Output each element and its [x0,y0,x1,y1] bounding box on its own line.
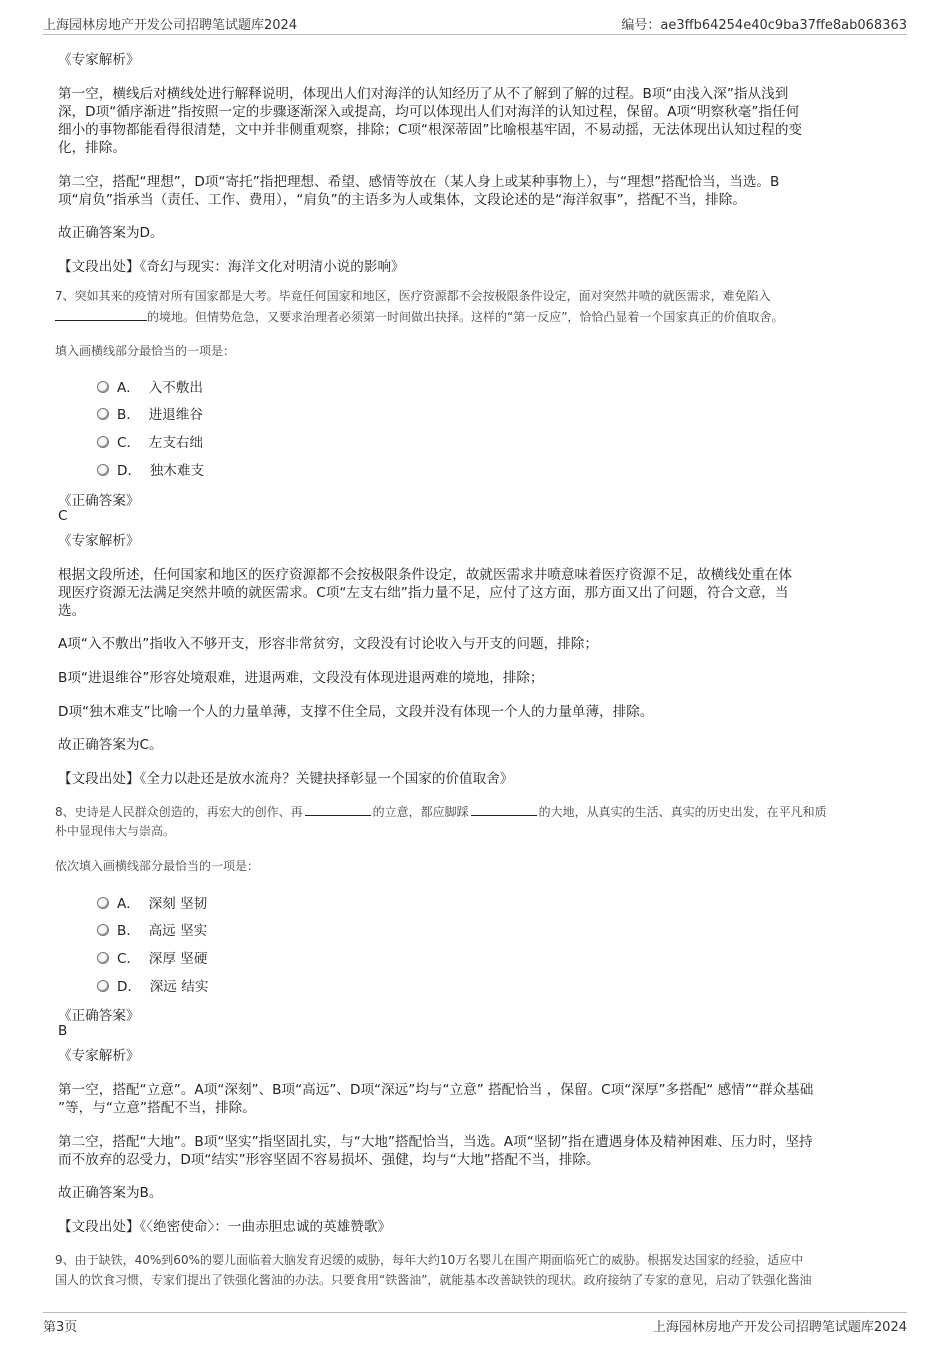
page-header [43,12,907,35]
q8-stem-part2: 的立意，都应脚踩 [372,805,469,819]
q7-blank [55,307,147,321]
q8-option-c-radio[interactable] [97,952,109,964]
q8-option-a[interactable] [117,892,207,912]
q7-option-c-radio[interactable] [97,436,109,448]
option-text: 左支右绌 [148,435,204,451]
q7-expert-label: 《专家解析》 [58,533,140,549]
option-letter: A． [117,896,140,912]
q8-prompt: 依次填入画横线部分最恰当的一项是： [55,859,260,873]
q7-stem-line2 [55,307,783,325]
q8-answer: B [58,1023,68,1039]
q6-analysis-line: 细小的事物都能看得很清楚，文中并非侧重观察，排除；C项“根深蒂固”比喻根基牢固，不易动摇，无法体现出认知过程的变 [58,122,803,138]
q8-analysis-line: 第一空，搭配“立意”。A项“深刻”、B项“高远”、D项“深远”均与“立意” 搭配恰当 ，保留。C项“深厚”多搭配“ 感情”“群众基础 [58,1082,814,1098]
q8-stem-part3: 的大地，从真实的生活、真实的历史出发，在平凡和质 [538,805,827,819]
q7-option-c[interactable] [117,431,203,451]
q8-stem-part1: 8、史诗是人民群众创造的，再宏大的创作、再 [55,805,303,819]
q7-answer-label: 《正确答案》 [58,493,140,509]
option-letter: D． [117,463,142,479]
q9-stem: 9、由于缺铁，40%到60%的婴儿面临着大脑发育迟缓的威胁，每年大约10万名婴儿在围产期面临死亡的威胁。根据发达国家的经验，适应中 [55,1253,804,1267]
q6-analysis-line: 化，排除。 [58,140,126,156]
footer-title: 上海园林房地产开发公司招聘笔试题库2024 [652,1320,907,1335]
q6-analysis-line: 第二空，搭配“理想”，D项“寄托”指把理想、希望、感情等放在（某人身上或某种事物上），与“理想”搭配恰当，当选。B [58,174,780,190]
q6-analysis-line: 深，D项“循序渐进”指按照一定的步骤逐渐深入或提高，均可以体现出人们对海洋的认知过程，保留。A项“明察秋毫”指任何 [58,104,800,120]
q6-source: 【文段出处】《奇幻与现实：海洋文化对明清小说的影响》 [58,259,405,275]
q7-answer-line: 故正确答案为C。 [58,737,163,753]
q7-analysis-line: 选。 [58,603,86,619]
q7-stem: 7、突如其来的疫情对所有国家都是大考。毕竟任何国家和地区，医疗资源都不会按极限条件设定，面对突然井喷的就医需求，难免陷入 [55,289,771,303]
q7-analysis-a: A项“入不敷出”指收入不够开支，形容非常贫穷，文段没有讨论收入与开支的问题，排除； [58,636,598,652]
option-text: 进退维谷 [148,407,203,423]
option-text: 独木难支 [149,463,205,479]
q8-option-c[interactable] [117,947,207,967]
option-letter: C． [117,951,141,967]
q7-option-a[interactable] [117,376,203,396]
q8-blank-2 [471,802,537,816]
q6-analysis-line: 项“肩负”指承当（责任、工作、费用），“肩负”的主语多为人或集体，文段论述的是“海洋叙事”，搭配不当，排除。 [58,192,746,208]
option-letter: D． [117,979,142,995]
q8-option-d-radio[interactable] [97,980,109,992]
q8-stem [55,802,827,820]
q7-analysis-line: 根据文段所述，任何国家和地区的医疗资源都不会按极限条件设定，故就医需求井喷意味着医疗资源不足，故横线处重在体 [58,567,793,583]
q7-option-d[interactable] [117,459,204,479]
q8-expert-label: 《专家解析》 [58,1048,140,1064]
q8-analysis-line: 而不放弃的忍受力，D项“结实”形容坚固不容易损坏、强健，均与“大地”搭配不当，排除。 [58,1152,600,1168]
q8-option-a-radio[interactable] [97,897,109,909]
q8-blank-1 [305,802,371,816]
q7-analysis-line: 现医疗资源无法满足突然井喷的就医需求。C项“左支右绌”指力量不足，应付了这方面，那方面又出了问题，符合文意，当 [58,585,789,601]
q7-option-d-radio[interactable] [97,464,109,476]
option-letter: C． [117,435,141,451]
q6-answer-line: 故正确答案为D。 [58,225,164,241]
option-text: 深刻 坚韧 [148,896,208,912]
q7-answer: C [58,508,68,524]
q7-stem-cont: 的境地。但情势危急，又要求治理者必须第一时间做出抉择。这样的“第一反应”，恰恰凸显着一个国家真正的价值取舍。 [147,310,784,324]
option-text: 深厚 坚硬 [148,951,208,967]
q8-option-b-radio[interactable] [97,924,109,936]
header-doc-id: 编号：ae3ffb64254e40c9ba37ffe8ab068363 [621,18,907,33]
q7-source: 【文段出处】《全力以赴还是放水流舟？关键抉择彰显一个国家的价值取舍》 [58,771,514,787]
q7-analysis-b: B项“进退维谷”形容处境艰难，进退两难，文段没有体现进退两难的境地，排除； [58,670,544,686]
q7-analysis-d: D项“独木难支”比喻一个人的力量单薄，支撑不住全局，文段并没有体现一个人的力量单薄，排除。 [58,704,654,720]
option-text: 入不敷出 [148,380,203,396]
page-footer [43,1312,907,1335]
option-text: 高远 坚实 [148,923,208,939]
option-letter: A． [117,380,140,396]
q7-option-b-radio[interactable] [97,408,109,420]
q8-answer-line: 故正确答案为B。 [58,1185,163,1201]
q8-source: 【文段出处】《〈绝密使命〉：一曲赤胆忠诚的英雄赞歌》 [58,1219,392,1235]
q6-analysis-line: 第一空，横线后对横线处进行解释说明，体现出人们对海洋的认知经历了从不了解到了解的过程。B项“由浅入深”指从浅到 [58,86,789,102]
header-title: 上海园林房地产开发公司招聘笔试题库2024 [43,18,298,33]
q8-analysis-line: 第二空，搭配“大地”。B项“坚实”指坚固扎实，与“大地”搭配恰当，当选。A项“坚韧”指在遭遇身体及精神困难、压力时，坚持 [58,1134,813,1150]
q8-stem-line2: 朴中显现伟大与崇高。 [55,824,176,838]
q8-option-d[interactable] [117,975,208,995]
q8-analysis-line: ”等，与“立意”搭配不当，排除。 [58,1100,256,1116]
q7-option-a-radio[interactable] [97,381,109,393]
q7-prompt: 填入画横线部分最恰当的一项是： [55,344,236,358]
page-number: 第3页 [43,1320,78,1335]
q8-answer-label: 《正确答案》 [58,1008,140,1024]
option-letter: B． [117,407,140,423]
q7-option-b[interactable] [117,403,203,423]
q6-expert-label: 《专家解析》 [58,52,140,68]
option-text: 深远 结实 [149,979,209,995]
q9-stem-line2: 国人的饮食习惯，专家们提出了铁强化酱油的办法。只要食用“铁酱油”，就能基本改善缺铁的现状。政府接纳了专家的意见，启动了铁强化酱油 [55,1273,812,1287]
option-letter: B． [117,923,140,939]
q8-option-b[interactable] [117,919,207,939]
